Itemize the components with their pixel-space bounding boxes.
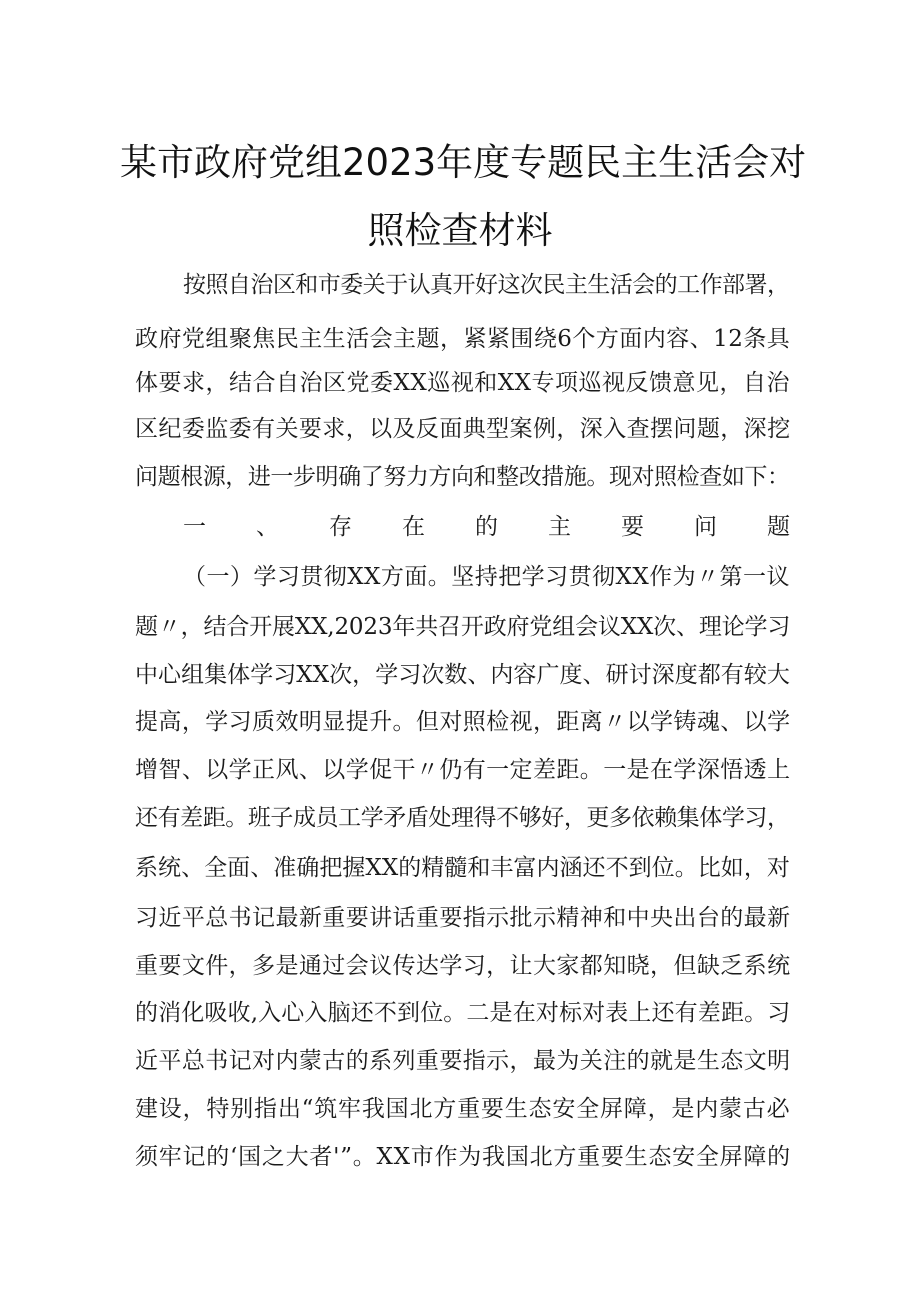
body-line-16: 的消化吸收,入心入脑还不到位。二是在对标对表上还有差距。习 <box>135 1000 791 1026</box>
body-line-3: 体要求，结合自治区党委XX巡视和XX专项巡视反馈意见，自治 <box>135 370 790 396</box>
body-line-8: 题〃，结合开展XX,2023年共召开政府党组会议XX次、理论学习 <box>135 614 791 640</box>
document-title-line-1: 某市政府党组2023年度专题民主生活会对 <box>120 141 807 184</box>
section-heading: 一、存在的主要问题 <box>183 514 840 540</box>
body-line-10: 提高，学习质效明显提升。但对照检视，距离〃以学铸魂、以学 <box>135 709 791 735</box>
body-line-7: （一）学习贯彻XX方面。坚持把学习贯彻XX作为〃第一议 <box>183 564 790 590</box>
document-title-line-2: 照检查材料 <box>367 209 553 252</box>
body-line-4: 区纪委监委有关要求，以及反面典型案例，深入查摆问题，深挖 <box>135 416 791 442</box>
body-line-9: 中心组集体学习XX次，学习次数、内容广度、研讨深度都有较大 <box>135 662 790 688</box>
body-line-11: 增智、以学正风、以学促干〃仍有一定差距。一是在学深悟透上 <box>135 757 791 783</box>
body-line-14: 习近平总书记最新重要讲话重要指示批示精神和中央出台的最新 <box>135 905 791 931</box>
body-line-1: 按照自治区和市委关于认真开好这次民主生活会的工作部署， <box>183 272 790 298</box>
body-line-18: 建设，特别指出“筑牢我国北方重要生态安全屏障，是内蒙古必 <box>135 1096 791 1122</box>
body-line-15: 重要文件，多是通过会议传达学习，让大家都知晓，但缺乏系统 <box>135 953 791 979</box>
body-line-2: 政府党组聚焦民主生活会主题，紧紧围绕6个方面内容、12条具 <box>135 326 791 352</box>
body-line-13: 系统、全面、准确把握XX的精髓和丰富内涵还不到位。比如，对 <box>135 855 790 881</box>
body-line-5: 问题根源，进一步明确了努力方向和整改措施。现对照检查如下： <box>135 464 790 490</box>
body-line-12: 还有差距。班子成员工学矛盾处理得不够好，更多依赖集体学习， <box>135 805 790 831</box>
body-line-19: 须牢记的‘国之大者'”。XX市作为我国北方重要生态安全屏障的 <box>135 1144 791 1170</box>
body-line-17: 近平总书记对内蒙古的系列重要指示，最为关注的就是生态文明 <box>135 1048 791 1074</box>
